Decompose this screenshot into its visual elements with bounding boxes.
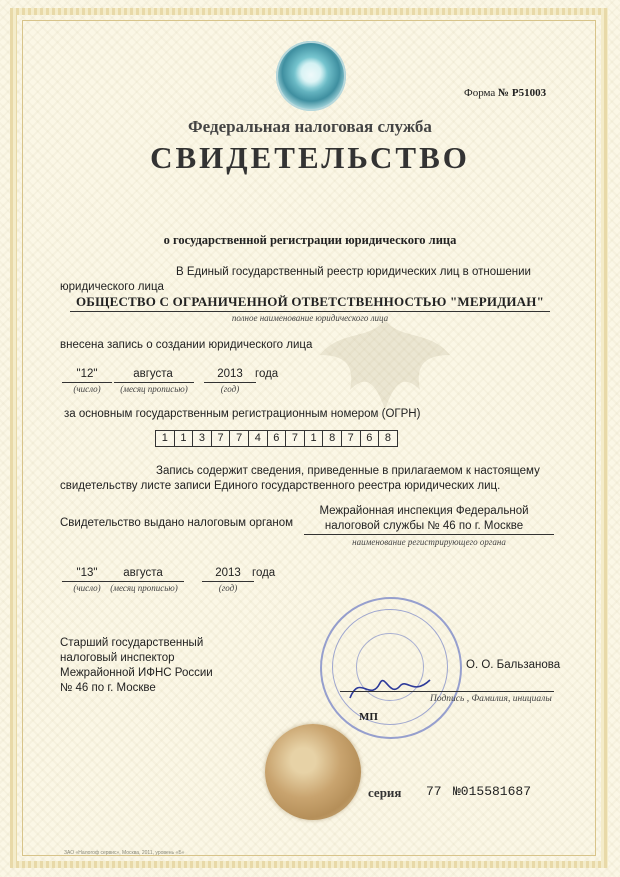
intro-text-2: юридического лица [60, 281, 164, 293]
ogrn-digit: 7 [229, 430, 249, 447]
ogrn-digit: 3 [192, 430, 212, 447]
form-code: № Р51003 [498, 87, 547, 99]
signature-underline [340, 691, 554, 692]
year-underline [204, 382, 256, 383]
ogrn-digit: 6 [267, 430, 287, 447]
form-label: Форма [464, 87, 496, 99]
ogrn-digit: 7 [285, 430, 305, 447]
year-value: 2013 [215, 567, 241, 579]
year-caption: (год) [218, 583, 238, 593]
signature-icon [345, 668, 435, 708]
company-underline [70, 311, 550, 312]
year-suffix: года [255, 368, 279, 380]
year-caption: (год) [220, 384, 240, 394]
document-subtitle: о государственной регистрации юридического лица [163, 233, 457, 247]
ogrn-number [155, 430, 397, 447]
signatory-line-4: № 46 по г. Москве [60, 682, 156, 694]
year-value: 2013 [217, 368, 243, 380]
intro-text-1: В Единый государственный реестр юридических лиц в отношении [176, 266, 531, 278]
month-underline [114, 382, 194, 383]
month-caption: (месяц прописью) [110, 583, 178, 593]
year-underline [202, 581, 254, 582]
month-value: августа [123, 567, 163, 579]
printer-footer: ЗАО «Налогоф сервис», Москва, 2011, уровень «Б» [64, 850, 185, 856]
record-text-2: свидетельству листе записи Единого государственного реестра юридических лиц. [60, 480, 501, 492]
ogrn-digit: 8 [378, 430, 398, 447]
ogrn-text: за основным государственным регистрационным номером (ОГРН) [64, 408, 421, 420]
mp-label: МП [359, 711, 378, 723]
day-caption: (число) [73, 583, 101, 593]
authority-line-1: Межрайонная инспекция Федеральной [319, 505, 529, 517]
document-title: СВИДЕТЕЛЬСТВО [150, 140, 470, 175]
gold-seal [265, 724, 361, 820]
signatory-line-1: Старший государственный [60, 637, 204, 649]
entry-text: внесена запись о создании юридического лица [60, 339, 313, 351]
day-caption: (число) [73, 384, 101, 394]
form-number [464, 87, 546, 99]
series-code: 77 [426, 784, 442, 799]
signatory-line-3: Межрайонной ИФНС России [60, 667, 213, 679]
hologram-emblem [276, 41, 346, 111]
company-name: ОБЩЕСТВО С ОГРАНИЧЕННОЙ ОТВЕТСТВЕННОСТЬЮ "МЕРИДИАН" [76, 294, 544, 309]
month-underline [104, 581, 184, 582]
ogrn-digit: 1 [174, 430, 194, 447]
signatory-name: О. О. Бальзанова [466, 659, 561, 671]
ogrn-digit: 7 [211, 430, 231, 447]
issued-label: Свидетельство выдано налоговым органом [60, 517, 294, 529]
ogrn-digit: 7 [341, 430, 361, 447]
ogrn-digit: 1 [155, 430, 175, 447]
ogrn-digit: 1 [304, 430, 324, 447]
month-value: августа [133, 368, 173, 380]
series-label: серия [368, 785, 402, 800]
day-value: "12" [76, 368, 98, 380]
service-name: Федеральная налоговая служба [188, 117, 432, 136]
day-value: "13" [76, 567, 98, 579]
serial-number: №015581687 [453, 784, 532, 799]
signatory-line-2: налоговый инспектор [60, 652, 175, 664]
record-text-1: Запись содержит сведения, приведенные в прилагаемом к настоящему [156, 465, 540, 477]
authority-line-2: налоговой службы № 46 по г. Москве [324, 520, 524, 532]
company-caption: полное наименование юридического лица [231, 313, 389, 323]
authority-underline [304, 534, 554, 535]
year-suffix: года [252, 567, 276, 579]
signature-caption: Подпись , Фамилия, инициалы [430, 694, 552, 704]
ogrn-digit: 6 [360, 430, 380, 447]
day-underline [62, 382, 112, 383]
ogrn-digit: 8 [322, 430, 342, 447]
month-caption: (месяц прописью) [120, 384, 188, 394]
ogrn-digit: 4 [248, 430, 268, 447]
authority-caption: наименование регистрирующего органа [352, 537, 506, 547]
